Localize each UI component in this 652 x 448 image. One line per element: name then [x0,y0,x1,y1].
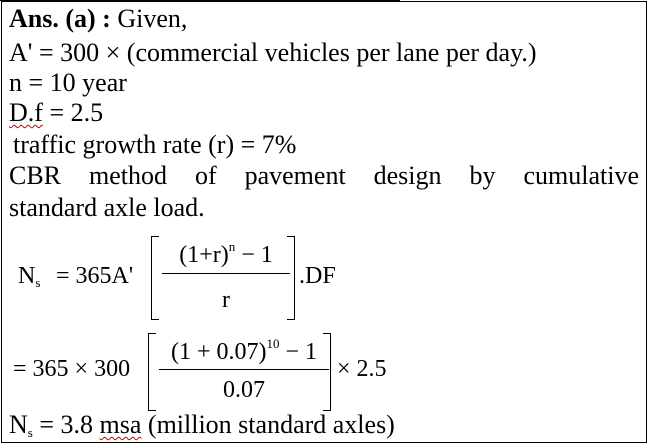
substitution-tail: × 2.5 [337,356,387,382]
substitution-left-bracket [148,333,156,411]
answer-heading [9,4,187,34]
substitution-numerator: $(1 + 0.07)^{10} - 1$ [170,336,318,365]
top-rule [0,0,400,1]
given-growth: traffic growth rate (r) = 7% [13,130,297,159]
formula-right-bracket [287,236,295,320]
result-line: $N_s = 3.8$ msa (million standard axles) [9,410,395,440]
method-line-1: CBR method of pavement design by cumulative [9,161,639,190]
method-line-2: standard axle load. [9,193,205,222]
given-df [9,98,103,128]
msa-word: msa [99,410,142,439]
df-value: = 2.5 [42,98,104,127]
substitution-right-bracket [323,333,331,411]
substitution-fraction-bar [159,369,329,370]
answer-label: Ans. (a) : [9,4,111,33]
formula-tail: .DF [299,263,336,289]
given-a: A' = 300 × (commercial vehicles per lane per day.) [9,38,537,67]
formula-denominator: r [222,287,230,313]
given-n: n = 10 year [9,68,127,97]
given-label: Given, [117,4,188,33]
substitution-lhs: = 365 × 300 [13,356,131,382]
formula-numerator: $(1+r)^n - 1$ [179,239,273,268]
substitution-denominator: 0.07 [223,377,265,403]
formula-lhs: $N_s$ [18,263,41,290]
df-key: D.f [9,98,43,127]
formula-coefficient: = 365A' [56,263,134,289]
formula-fraction-bar [162,273,290,274]
formula-left-bracket [151,236,159,320]
